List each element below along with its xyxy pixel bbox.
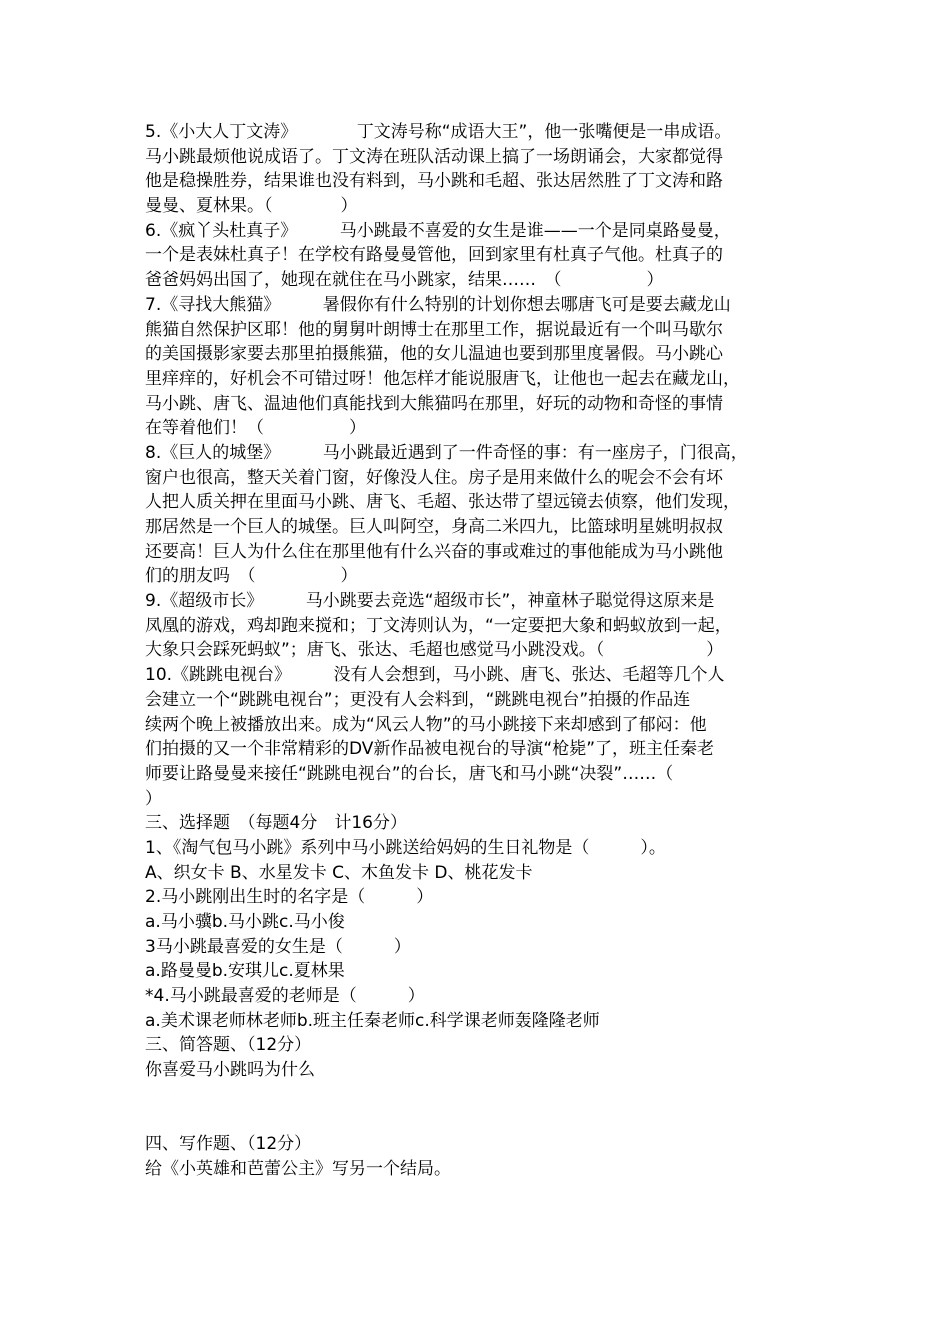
- document-page: [145, 120, 825, 1181]
- text-line: 在等着他们！（ ）: [145, 418, 366, 439]
- text-line: 他是稳操胜券，结果谁也没有料到，马小跳和毛超、张达居然胜了丁文涛和路: [145, 171, 723, 192]
- text-line: 大象只会踩死蚂蚁”；唐飞、张达、毛超也感觉马小跳没戏。（ ）: [145, 640, 724, 661]
- text-line: 四、写作题、（12分）: [145, 1133, 312, 1154]
- text-line: 窗户也很高，整天关着门窗，好像没人住。房子是用来做什么的呢会不会有坏: [145, 467, 723, 488]
- text-line: 还要高！巨人为什么住在那里他有什么兴奋的事或难过的事他能成为马小跳他: [145, 541, 723, 562]
- text-line: 们的朋友吗 （ ）: [145, 566, 358, 587]
- text-line: 马小跳、唐飞、温迪他们真能找到大熊猫吗在那里，好玩的动物和奇怪的事情: [145, 393, 723, 414]
- text-line: 续两个晚上被播放出来。成为“风云人物”的马小跳接下来却感到了郁闷：他: [145, 714, 707, 735]
- text-line: 三、选择题 （每题4分 计16分）: [145, 813, 407, 834]
- text-line: 你喜爱马小跳吗为什么: [145, 1060, 315, 1081]
- text-line: 里痒痒的，好机会不可错过呀！他怎样才能说服唐飞，让他也一起去在藏龙山，: [145, 368, 740, 389]
- text-line: 们拍摄的又一个非常精彩的DV新作品被电视台的导演“枪毙”了，班主任秦老: [145, 739, 715, 760]
- text-line: 2.马小跳刚出生时的名字是（ ）: [145, 887, 434, 908]
- text-line: 人把人质关押在里面马小跳、唐飞、毛超、张达带了望远镜去侦察，他们发现，: [145, 492, 740, 513]
- text-line: 师要让路曼曼来接任“跳跳电视台”的台长，唐飞和马小跳“决裂”……（: [145, 763, 674, 784]
- text-line: 凤凰的游戏，鸡却跑来搅和；丁文涛则认为，“一定要把大象和蚂蚁放到一起，: [145, 615, 732, 636]
- text-line: 那居然是一个巨人的城堡。巨人叫阿空，身高二米四九，比篮球明星姚明叔叔: [145, 517, 723, 537]
- text-line: 会建立一个“跳跳电视台”；更没有人会料到，“跳跳电视台”拍摄的作品连: [145, 689, 691, 710]
- document-body: [145, 120, 825, 1083]
- text-line: 10.《跳跳电视台》 没有人会想到，马小跳、唐飞、张达、毛超等几个人: [145, 665, 725, 686]
- text-line: 马小跳最烦他说成语了。丁文涛在班队活动课上搞了一场朗诵会，大家都觉得: [145, 146, 723, 167]
- text-line: 8.《巨人的城堡》 马小跳最近遇到了一件奇怪的事：有一座房子，门很高，: [145, 442, 748, 463]
- text-line: 9.《超级市长》 马小跳要去竞选“超级市长”，神童林子聪觉得这原来是: [145, 591, 715, 612]
- text-line: 爸爸妈妈出国了，她现在就住在马小跳家，结果…… （ ）: [145, 270, 664, 291]
- text-line: 给《小英雄和芭蕾公主》写另一个结局。: [145, 1158, 451, 1179]
- text-line: 1、《淘气包马小跳》系列中马小跳送给妈妈的生日礼物是（ ）。: [145, 837, 666, 858]
- text-line: 一个是表妹杜真子！在学校有路曼曼管他，回到家里有杜真子气他。杜真子的: [145, 245, 723, 266]
- text-line: 的美国摄影家要去那里拍摄熊猫，他的女儿温迪也要到那里度暑假。马小跳心: [145, 344, 723, 365]
- text-line: a.路曼曼b.安琪儿c.夏林果: [145, 961, 345, 982]
- text-line: *4.马小跳最喜爱的老师是（ ）: [145, 986, 425, 1007]
- text-line: A、织女卡 B、水星发卡 C、木鱼发卡 D、桃花发卡: [145, 862, 533, 883]
- text-line: 6.《疯丫头杜真子》 马小跳最不喜爱的女生是谁——一个是同桌路曼曼，: [145, 220, 731, 241]
- text-line: 5.《小大人丁文涛》 丁文涛号称“成语大王”，他一张嘴便是一串成语。: [145, 122, 732, 142]
- text-line: a.美术课老师林老师b.班主任秦老师c.科学课老师轰隆隆老师: [145, 1010, 600, 1031]
- text-line: a.马小骥b.马小跳c.马小俊: [145, 912, 345, 932]
- answer-space: [145, 1083, 825, 1132]
- document-body-writing: [145, 1132, 825, 1181]
- text-line: ）: [145, 788, 162, 809]
- text-line: 3马小跳最喜爱的女生是（ ）: [145, 936, 411, 957]
- text-line: 7.《寻找大熊猫》 暑假你有什么特别的计划你想去哪唐飞可是要去藏龙山: [145, 294, 731, 315]
- text-line: 三、简答题、（12分）: [145, 1035, 312, 1056]
- text-line: 曼曼、夏林果。（ ）: [145, 196, 358, 217]
- text-line: 熊猫自然保护区耶！他的舅舅叶朗博士在那里工作，据说最近有一个叫马歇尔: [145, 319, 723, 340]
